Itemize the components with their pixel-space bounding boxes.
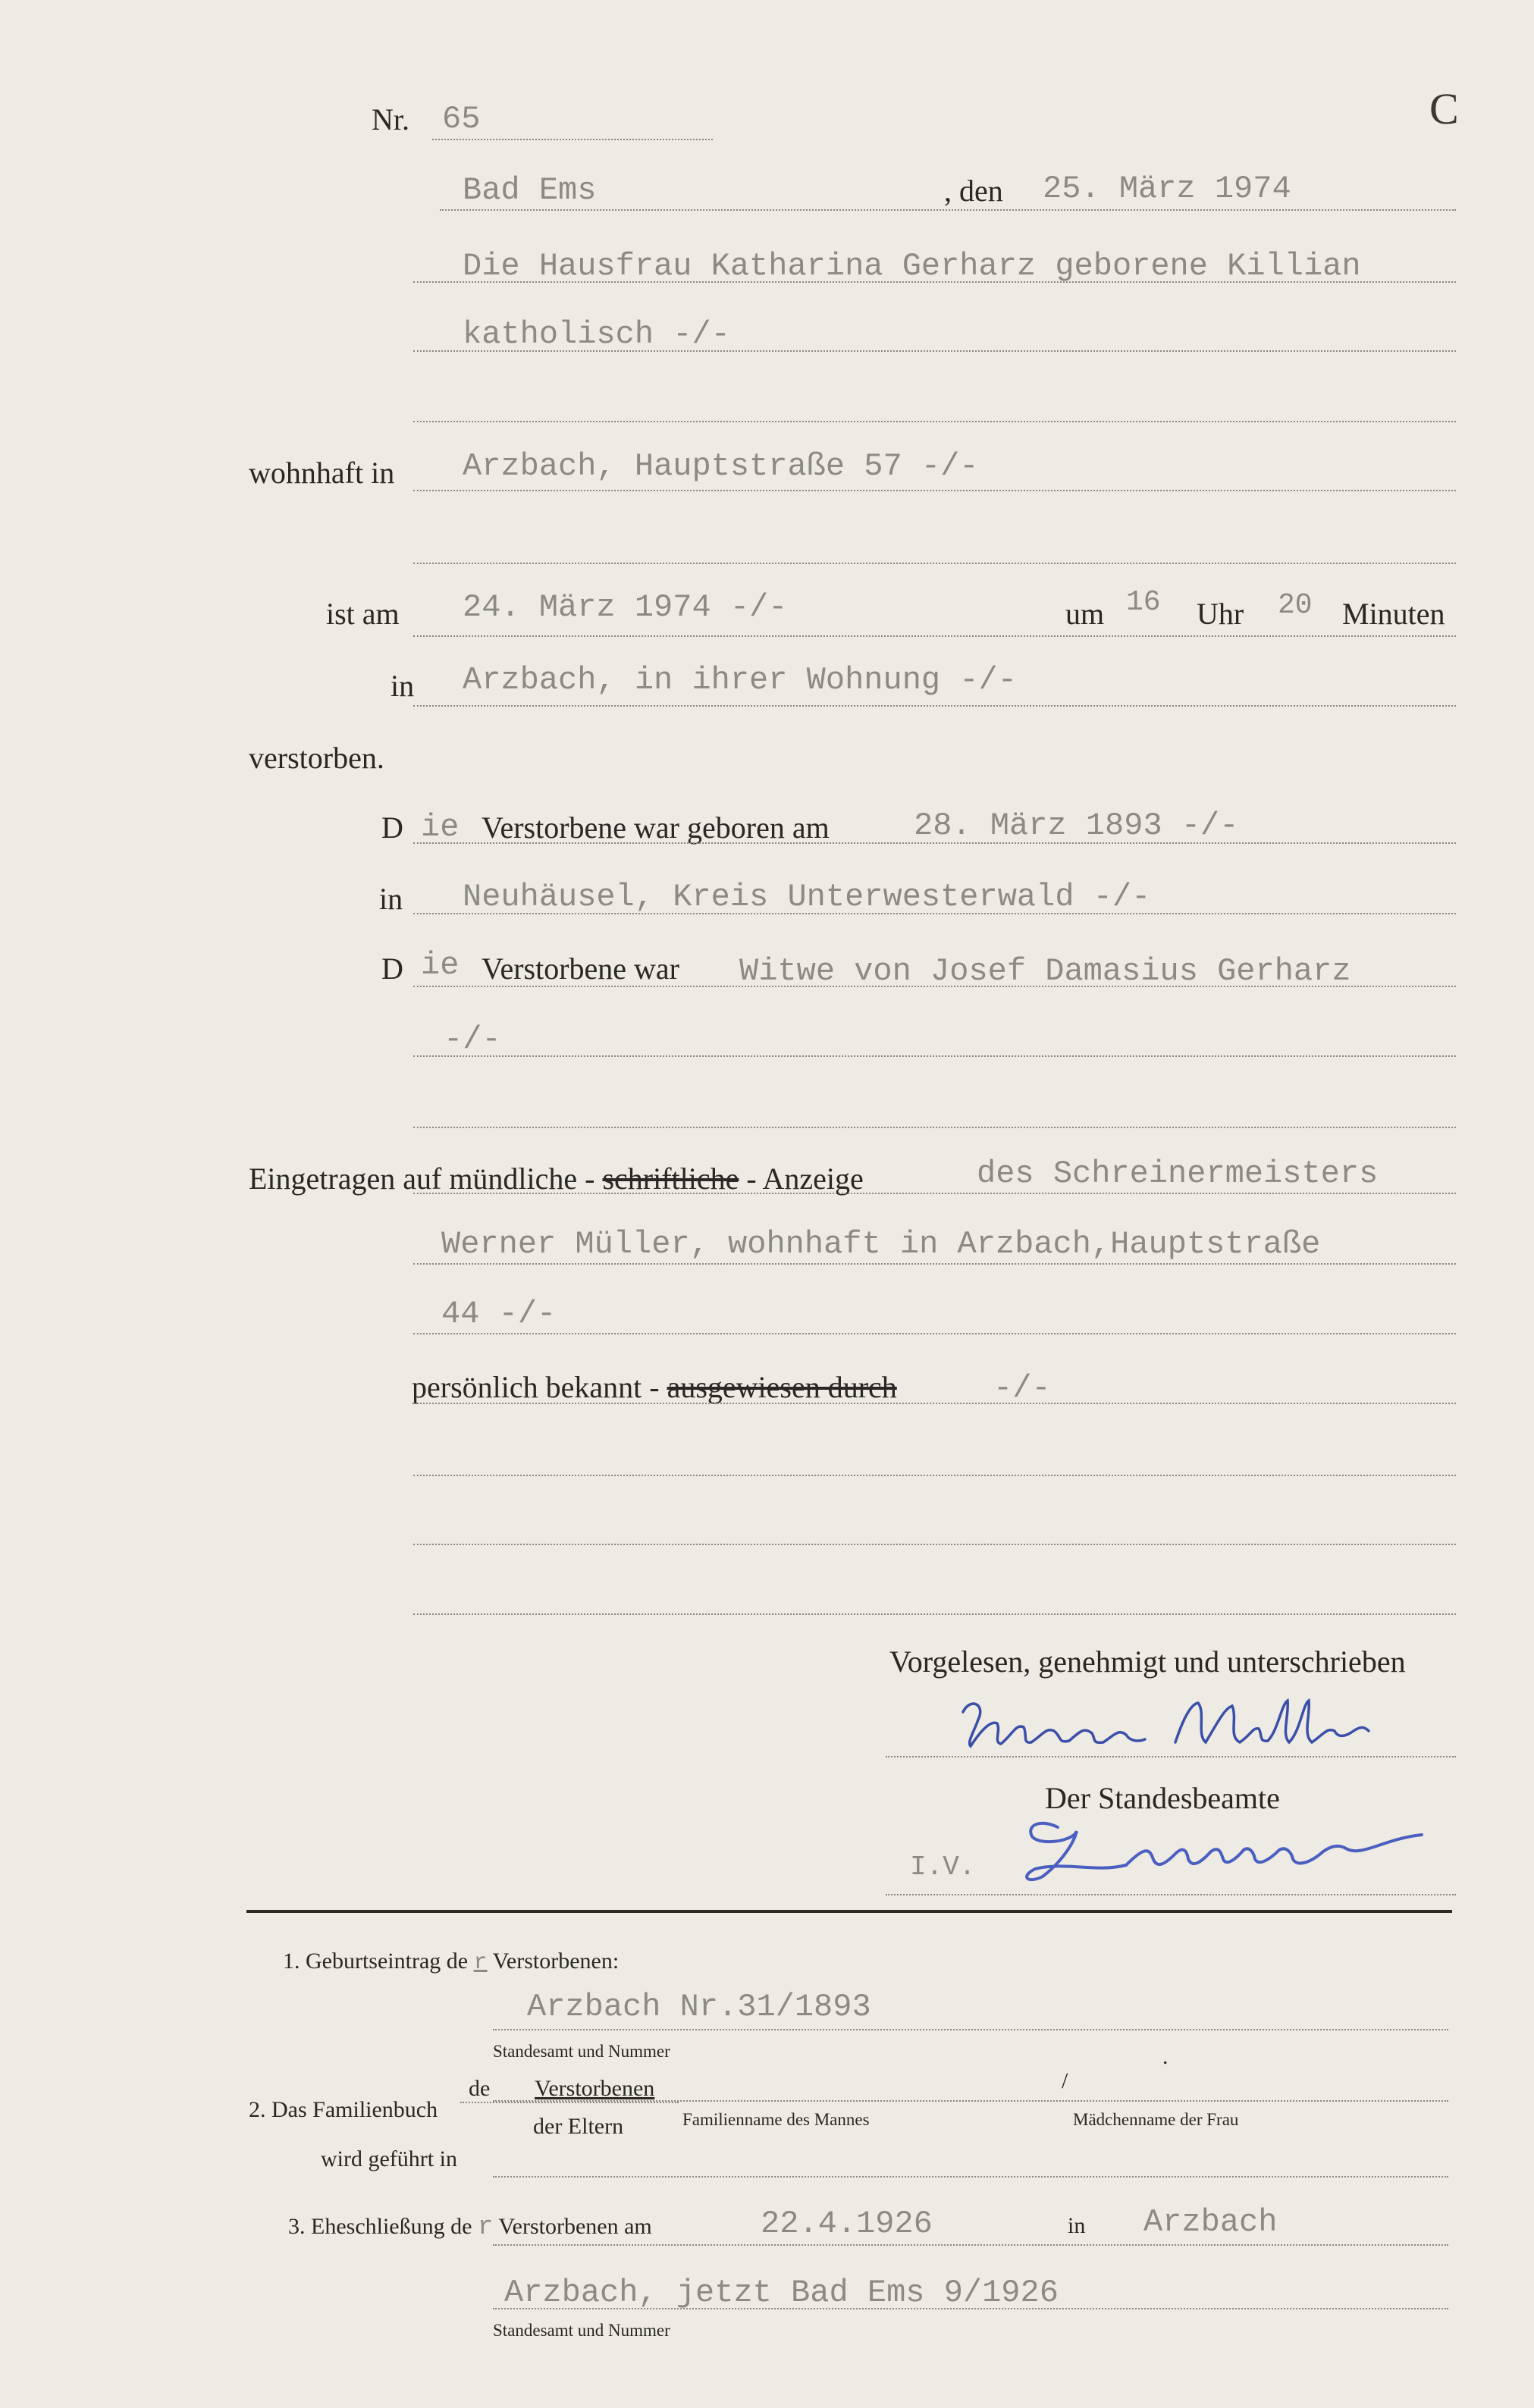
registration-line-1 <box>413 1193 1456 1194</box>
birth-label: Verstorbene war geboren am <box>482 811 830 845</box>
footer-divider <box>246 1910 1452 1913</box>
residence-label: wohnhaft in <box>249 456 395 490</box>
informant-signature <box>955 1689 1372 1757</box>
footer-item2-de: de <box>469 2076 491 2101</box>
footer-item3-label-text: 3. Eheschließung de <box>288 2214 472 2239</box>
birth-in-label: in <box>379 882 403 916</box>
identification-label-1: persönlich bekannt - <box>412 1370 660 1404</box>
blank-line-1 <box>413 421 1456 422</box>
place-line <box>440 209 1456 211</box>
birth-place-line <box>413 913 1456 914</box>
blank-line-3 <box>413 1127 1456 1128</box>
footer-item2-verstorbenen: Verstorbenen <box>535 2076 655 2101</box>
iv-label: I.V. <box>910 1851 976 1883</box>
birth-place-value: Neuhäusel, Kreis Unterwesterwald -/- <box>463 879 1151 915</box>
registration-label-struck: schriftliche <box>602 1162 739 1196</box>
marital-label: Verstorbene war <box>482 952 679 986</box>
place-value: Bad Ems <box>463 172 597 209</box>
um-label: um <box>1065 597 1105 631</box>
form-letter: C <box>1429 84 1459 133</box>
registrar-signature-line <box>886 1894 1456 1895</box>
footer-item1-label <box>283 1950 619 1974</box>
death-place-value: Arzbach, in ihrer Wohnung -/- <box>463 662 1017 698</box>
footer-item3-label-end: Verstorbenen am <box>498 2214 652 2239</box>
footer-item2-label-2: wird geführt in <box>321 2146 457 2171</box>
death-date-value: 24. März 1974 -/- <box>463 589 788 626</box>
nr-line <box>432 139 713 140</box>
footer-item1-value: Arzbach Nr.31/1893 <box>527 1989 871 2025</box>
blank-line-5 <box>413 1544 1456 1545</box>
footer-item3-in: in <box>1068 2213 1086 2238</box>
identification-label <box>412 1372 897 1403</box>
registrar-label: Der Standesbeamte <box>1045 1781 1280 1815</box>
birth-d-suffix: ie <box>421 809 460 845</box>
birth-date-line <box>413 842 1456 844</box>
footer-item2-line-2 <box>493 2176 1448 2178</box>
identification-value: -/- <box>993 1370 1051 1406</box>
registration-line-3 <box>413 1333 1456 1334</box>
footer-item2-bracket-line <box>460 2102 679 2103</box>
footer-item1-dot: . <box>1162 2044 1169 2069</box>
footer-item1-label-text: 1. Geburtseintrag de <box>283 1949 469 1974</box>
footer-item3-suffix: r <box>477 2213 494 2242</box>
blank-line-6 <box>413 1613 1456 1615</box>
name-line <box>413 281 1456 283</box>
residence-line <box>413 490 1456 491</box>
den-label: , den <box>944 174 1003 208</box>
footer-item3-line-2 <box>493 2308 1448 2309</box>
death-date-label: ist am <box>326 597 400 631</box>
birth-d-label: D <box>381 811 403 845</box>
registration-value-1: des Schreinermeisters <box>977 1155 1379 1192</box>
footer-item1-label-end: Verstorbenen: <box>492 1949 620 1974</box>
footer-item3-label <box>288 2215 652 2240</box>
death-in-label: in <box>391 669 415 703</box>
marital-d-label: D <box>381 952 403 986</box>
footer-item2-caption-woman: Mädchenname der Frau <box>1073 2110 1239 2129</box>
residence-value: Arzbach, Hauptstraße 57 -/- <box>463 448 979 484</box>
footer-item3-place: Arzbach <box>1143 2204 1278 2240</box>
marital-line-1 <box>413 986 1456 987</box>
footer-item2-line <box>493 2100 1448 2102</box>
registration-label-2: - Anzeige <box>746 1162 864 1196</box>
verstorben-label: verstorben. <box>249 741 384 775</box>
uhr-label: Uhr <box>1197 597 1244 631</box>
footer-item3-line <box>493 2244 1448 2246</box>
footer-item2-label: 2. Das Familienbuch <box>249 2097 438 2122</box>
registration-line-2 <box>413 1263 1456 1265</box>
registration-label <box>249 1164 864 1194</box>
nr-value: 65 <box>442 101 481 137</box>
footer-item3-caption: Standesamt und Nummer <box>493 2321 670 2340</box>
date-value: 25. März 1974 <box>1043 171 1291 207</box>
informant-signature-line <box>886 1756 1456 1757</box>
death-place-line <box>413 705 1456 707</box>
registration-label-1: Eingetragen auf mündliche - <box>249 1162 595 1196</box>
marital-line-2 <box>413 1055 1456 1057</box>
blank-line-2 <box>413 563 1456 564</box>
religion-line <box>413 350 1456 352</box>
marital-d-suffix: ie <box>421 947 460 983</box>
marital-value-2: -/- <box>444 1021 501 1058</box>
blank-line-4 <box>413 1475 1456 1476</box>
footer-item3-value-2: Arzbach, jetzt Bad Ems 9/1926 <box>504 2275 1059 2311</box>
footer-item1-line <box>493 2029 1448 2030</box>
footer-item1-suffix: r <box>473 1950 488 1976</box>
registrar-signature <box>1012 1804 1426 1899</box>
registration-value-2: Werner Müller, wohnhaft in Arzbach,Hauptstraße <box>441 1226 1321 1262</box>
approval-label: Vorgelesen, genehmigt und unterschrieben <box>889 1645 1406 1679</box>
hour-value: 16 <box>1126 586 1161 619</box>
footer-item2-eltern: der Eltern <box>533 2114 624 2139</box>
footer-item3-date: 22.4.1926 <box>761 2206 933 2242</box>
footer-item2-caption-man: Familienname des Mannes <box>682 2110 870 2129</box>
footer-item1-caption: Standesamt und Nummer <box>493 2042 670 2061</box>
footer-item2-slash: / <box>1062 2068 1068 2093</box>
nr-label: Nr. <box>372 102 409 136</box>
deceased-name: Die Hausfrau Katharina Gerharz geborene Killian <box>463 248 1361 284</box>
identification-line <box>413 1403 1456 1404</box>
birth-date-value: 28. März 1893 -/- <box>914 807 1239 844</box>
minute-value: 20 <box>1278 589 1313 622</box>
religion-value: katholisch -/- <box>463 316 730 353</box>
marital-value-1: Witwe von Josef Damasius Gerharz <box>739 953 1351 989</box>
death-date-line <box>413 635 1456 637</box>
registration-value-3: 44 -/- <box>441 1296 557 1332</box>
identification-label-struck: ausgewiesen durch <box>667 1370 897 1404</box>
minuten-label: Minuten <box>1342 597 1445 631</box>
